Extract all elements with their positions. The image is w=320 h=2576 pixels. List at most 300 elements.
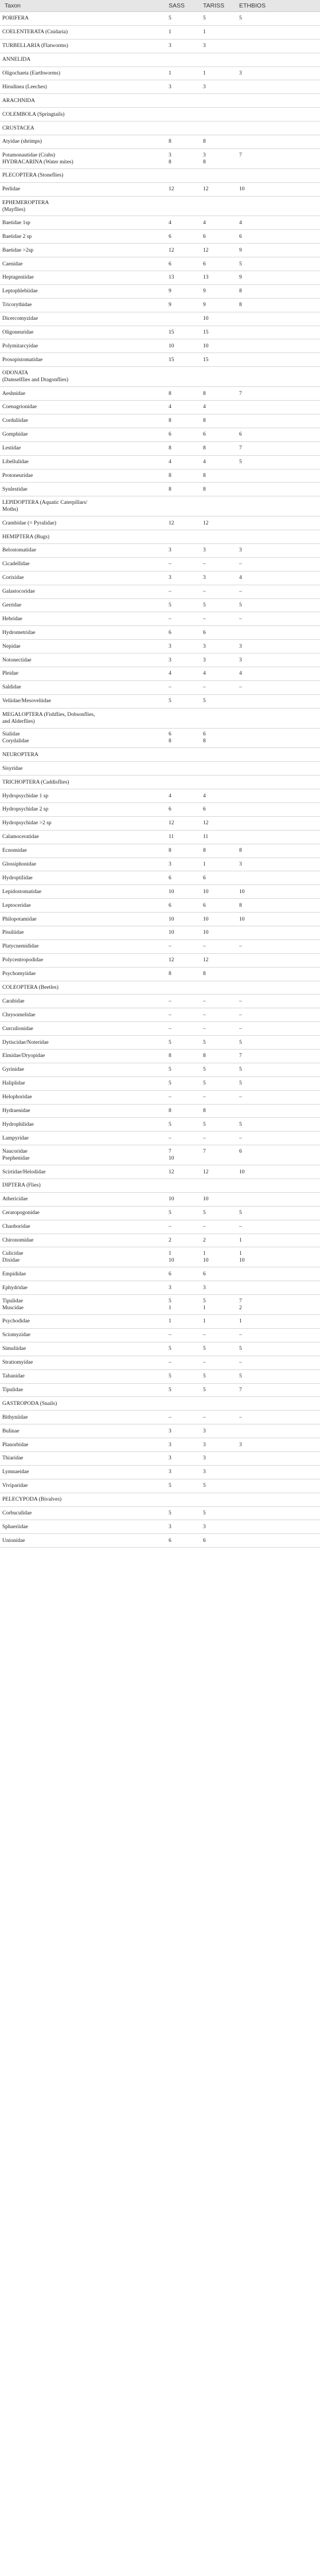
sass-text: 5 — [169, 1510, 171, 1516]
sass-cell — [165, 1315, 200, 1329]
ethbios-cell — [236, 667, 320, 680]
ethbios-cell — [236, 1022, 320, 1036]
tariss-text: 6 — [203, 902, 206, 909]
taxon-text: Thiaridae — [2, 1455, 24, 1462]
sass-text: 5 — [169, 1067, 171, 1073]
ethbios-text — [239, 833, 317, 840]
table-row — [0, 66, 320, 80]
sass-text: 10 — [169, 1196, 174, 1203]
tariss-cell — [200, 762, 236, 776]
sass-text: 4 — [169, 404, 171, 410]
sass-cell — [165, 298, 200, 312]
table-row — [0, 939, 320, 953]
taxon-cell — [0, 12, 165, 26]
taxon-text: TRICHOPTERA (Caddisflies) — [2, 779, 69, 785]
ethbios-text: 2 — [239, 1305, 242, 1312]
sass-cell — [165, 1328, 200, 1342]
tariss-text: 5 — [203, 1373, 206, 1380]
tariss-text: 8 — [203, 472, 206, 479]
ethbios-text: 8 — [239, 902, 242, 909]
sass-text: 5 — [169, 1039, 171, 1046]
tariss-text: 10 — [203, 916, 209, 922]
sass-text: 9 — [169, 288, 171, 295]
table-header-row — [0, 0, 320, 12]
taxon-text: Caenidae — [2, 261, 23, 267]
table-row — [0, 708, 320, 728]
taxon-text: Lestidae — [2, 445, 21, 452]
tariss-cell — [200, 626, 236, 640]
table-row — [0, 1397, 320, 1411]
sass-text: 3 — [169, 84, 171, 90]
ethbios-cell — [236, 1050, 320, 1063]
tariss-text: – — [203, 616, 206, 622]
taxon-text: Curculionidae — [2, 1025, 33, 1032]
taxon-cell — [0, 1076, 165, 1090]
ethbios-cell — [236, 1534, 320, 1548]
taxon-text: COLEOPTERA (Beetles) — [2, 985, 58, 991]
ethbios-text: 8 — [239, 288, 242, 295]
taxon-text: Leptoceridae — [2, 902, 31, 909]
ethbios-cell — [236, 728, 320, 748]
taxon-cell — [0, 598, 165, 612]
sass-text — [169, 1400, 196, 1407]
tariss-cell — [200, 543, 236, 557]
sass-text: 6 — [169, 902, 171, 909]
sass-cell — [165, 94, 200, 108]
sass-cell — [165, 1220, 200, 1234]
ethbios-cell — [236, 858, 320, 871]
table-row — [0, 1022, 320, 1036]
sass-text — [169, 172, 196, 179]
ethbios-text — [239, 1182, 317, 1189]
taxon-text: Planorbidae — [2, 1442, 29, 1448]
taxon-text: Pisuliidae — [2, 930, 24, 936]
tariss-text: 5 — [203, 1510, 206, 1516]
sass-cell — [165, 1424, 200, 1438]
ethbios-text — [239, 1510, 317, 1517]
sass-cell — [165, 557, 200, 571]
sass-cell — [165, 830, 200, 844]
tariss-cell — [200, 326, 236, 339]
taxon-text: PLECOPTERA (Stoneflies) — [2, 173, 64, 179]
ethbios-cell — [236, 585, 320, 598]
header-ethbios: ETHBIOS — [236, 0, 320, 12]
ethbios-text: – — [239, 1094, 242, 1101]
sass-cell — [165, 981, 200, 995]
sass-cell — [165, 543, 200, 557]
taxon-text: and Alderflies) — [2, 718, 35, 725]
ethbios-cell — [236, 39, 320, 53]
ethbios-cell — [236, 1520, 320, 1534]
taxon-cell — [0, 1451, 165, 1465]
tariss-text: 6 — [203, 731, 206, 738]
ethbios-text — [239, 738, 317, 745]
tariss-text: 8 — [203, 848, 206, 854]
taxon-text: Unionidae — [2, 1537, 25, 1544]
sass-cell — [165, 414, 200, 428]
table-row — [0, 271, 320, 285]
sass-text: 5 — [169, 1121, 171, 1128]
sass-text: – — [169, 998, 171, 1004]
taxon-text: Nepidae — [2, 643, 21, 649]
taxon-text: Synlestidae — [2, 486, 28, 492]
ethbios-text: 4 — [239, 220, 242, 226]
ethbios-text: 7 — [239, 152, 242, 158]
taxon-cell — [0, 122, 165, 135]
table-row — [0, 816, 320, 830]
tariss-text: 6 — [203, 875, 206, 881]
sass-text — [169, 534, 196, 541]
sass-text: 3 — [169, 643, 171, 649]
table-row — [0, 1451, 320, 1465]
taxon-cell — [0, 428, 165, 441]
taxon-cell — [0, 169, 165, 182]
sass-cell — [165, 680, 200, 694]
ethbios-text: 5 — [239, 602, 242, 608]
taxon-cell — [0, 830, 165, 844]
ethbios-cell — [236, 1479, 320, 1493]
ethbios-cell — [236, 1104, 320, 1118]
tariss-text — [203, 751, 232, 758]
taxon-cell — [0, 339, 165, 353]
taxon-text: Carabidae — [2, 998, 25, 1004]
tariss-text: – — [203, 1094, 206, 1101]
ethbios-text — [239, 875, 317, 882]
taxon-text: Corduliidae — [2, 418, 28, 424]
sass-text: 10 — [169, 888, 174, 895]
taxon-text: CRUSTACEA — [2, 125, 34, 131]
tariss-cell — [200, 469, 236, 483]
ethbios-text — [239, 159, 317, 166]
table-row — [0, 1132, 320, 1145]
sass-cell — [165, 53, 200, 66]
ethbios-cell — [236, 1411, 320, 1424]
sass-text — [169, 1182, 196, 1189]
sass-cell — [165, 182, 200, 196]
ethbios-text: 4 — [239, 575, 242, 581]
taxon-text: Galastocoridae — [2, 589, 35, 595]
tariss-text — [203, 534, 232, 541]
tariss-text: 3 — [203, 43, 206, 49]
taxon-cell — [0, 483, 165, 496]
tariss-text: 6 — [203, 629, 206, 636]
taxon-text: Elmidae/Dryopidae — [2, 1053, 45, 1059]
sass-text: 8 — [169, 486, 171, 492]
taxon-text: Moths) — [2, 507, 18, 513]
table-row — [0, 169, 320, 182]
sass-text: – — [169, 1012, 171, 1018]
tariss-cell — [200, 899, 236, 913]
table-row — [0, 1234, 320, 1247]
sass-text: – — [169, 616, 171, 622]
table-row — [0, 748, 320, 762]
ethbios-cell — [236, 748, 320, 762]
table-row — [0, 858, 320, 871]
sass-cell — [165, 871, 200, 885]
sass-text: 12 — [169, 820, 174, 827]
ethbios-text — [239, 793, 317, 800]
tariss-text: 12 — [203, 520, 209, 526]
ethbios-text — [239, 1496, 317, 1503]
ethbios-cell — [236, 230, 320, 244]
ethbios-text: 5 — [239, 15, 242, 22]
sass-text: 8 — [169, 472, 171, 479]
sass-text: – — [169, 1025, 171, 1032]
tariss-text: 3 — [203, 575, 206, 581]
tariss-cell — [200, 1179, 236, 1193]
tariss-text: 15 — [203, 330, 209, 336]
ethbios-text — [239, 417, 317, 424]
tariss-text — [203, 373, 232, 380]
sass-text: 6 — [169, 875, 171, 881]
sass-cell — [165, 1383, 200, 1397]
ethbios-text — [239, 1482, 317, 1489]
taxon-text: Hydropsychidae >2 sp — [2, 820, 52, 827]
tariss-cell — [200, 169, 236, 182]
tariss-text: 4 — [203, 459, 206, 465]
tariss-cell — [200, 802, 236, 816]
ethbios-cell — [236, 1315, 320, 1329]
ethbios-text: 5 — [239, 1039, 242, 1046]
ethbios-text — [239, 806, 317, 813]
sass-cell — [165, 995, 200, 1008]
taxon-text: Hydraenidae — [2, 1108, 30, 1114]
tariss-cell — [200, 1520, 236, 1534]
taxon-cell — [0, 530, 165, 544]
taxon-text: Hydropsychidae 1 sp — [2, 793, 49, 799]
taxon-text: EPHEMEROPTERA — [2, 199, 49, 206]
tariss-cell — [200, 1165, 236, 1179]
tariss-cell — [200, 1050, 236, 1063]
tariss-cell — [200, 367, 236, 387]
table-row — [0, 640, 320, 653]
sass-cell — [165, 455, 200, 469]
sass-cell — [165, 1179, 200, 1193]
taxon-cell — [0, 196, 165, 216]
taxon-text: Potamonautidae (Crabs) — [2, 152, 56, 158]
sass-text — [169, 1496, 196, 1503]
ethbios-text — [239, 343, 317, 350]
taxon-cell — [0, 230, 165, 244]
tariss-text: 4 — [203, 793, 206, 799]
tariss-text: 11 — [203, 834, 209, 840]
taxon-text: Hydropsychidae 2 sp — [2, 807, 49, 813]
ethbios-cell — [236, 516, 320, 530]
tariss-cell — [200, 182, 236, 196]
taxon-cell — [0, 455, 165, 469]
taxon-cell — [0, 640, 165, 653]
sass-cell — [165, 284, 200, 298]
tariss-cell — [200, 53, 236, 66]
taxon-cell — [0, 108, 165, 122]
tariss-text: 12 — [203, 186, 209, 193]
sass-cell — [165, 913, 200, 926]
taxon-text: Gerridae — [2, 602, 22, 608]
sass-cell — [165, 148, 200, 169]
sass-text: 3 — [169, 1442, 171, 1448]
table-row — [0, 789, 320, 803]
taxon-text: Sialidae — [2, 731, 20, 738]
sass-text: – — [169, 1224, 171, 1230]
table-row — [0, 196, 320, 216]
taxon-cell — [0, 182, 165, 196]
tariss-text: – — [203, 1025, 206, 1032]
sass-cell — [165, 1493, 200, 1506]
tariss-cell — [200, 414, 236, 428]
sass-cell — [165, 39, 200, 53]
ethbios-cell — [236, 830, 320, 844]
ethbios-cell — [236, 66, 320, 80]
tariss-text: 4 — [203, 220, 206, 226]
sass-text: 3 — [169, 547, 171, 554]
sass-text: 3 — [169, 657, 171, 663]
tariss-cell — [200, 230, 236, 244]
ethbios-text — [239, 56, 317, 63]
taxon-text: Chaoboridae — [2, 1224, 30, 1230]
sass-text — [169, 373, 196, 380]
tariss-cell — [200, 196, 236, 216]
ethbios-text — [239, 765, 317, 772]
taxon-cell — [0, 148, 165, 169]
ethbios-text: 10 — [239, 1258, 245, 1264]
taxon-text: Sisyridae — [2, 765, 23, 772]
sass-cell — [165, 858, 200, 871]
taxon-cell — [0, 1267, 165, 1281]
taxon-cell — [0, 326, 165, 339]
sass-cell — [165, 953, 200, 967]
tariss-cell — [200, 694, 236, 708]
tariss-text: 3 — [203, 1469, 206, 1475]
tariss-cell — [200, 1234, 236, 1247]
table-row — [0, 844, 320, 858]
tariss-text: 6 — [203, 432, 206, 438]
taxon-cell — [0, 353, 165, 367]
ethbios-text — [239, 404, 317, 410]
tariss-cell — [200, 496, 236, 516]
taxon-cell — [0, 312, 165, 326]
taxon-cell — [0, 80, 165, 94]
ethbios-text: 5 — [239, 1067, 242, 1073]
taxon-cell — [0, 1192, 165, 1206]
ethbios-text: – — [239, 1224, 242, 1230]
table-row — [0, 39, 320, 53]
tariss-cell — [200, 1192, 236, 1206]
ethbios-cell — [236, 1206, 320, 1220]
taxon-text: Corixidae — [2, 575, 24, 581]
tariss-text: 3 — [203, 657, 206, 663]
tariss-text: 8 — [203, 445, 206, 452]
taxon-cell — [0, 469, 165, 483]
tariss-cell — [200, 483, 236, 496]
tariss-cell — [200, 1342, 236, 1356]
tariss-text: 1 — [203, 1251, 206, 1257]
tariss-text: 6 — [203, 1537, 206, 1544]
tariss-text: 5 — [203, 1210, 206, 1216]
ethbios-cell — [236, 1179, 320, 1193]
taxon-cell — [0, 1424, 165, 1438]
ethbios-cell — [236, 469, 320, 483]
sass-text: 6 — [169, 233, 171, 240]
table-row — [0, 981, 320, 995]
table-row — [0, 516, 320, 530]
ethbios-text: 7 — [239, 1387, 242, 1393]
taxon-cell — [0, 25, 165, 39]
ethbios-text: 6 — [239, 233, 242, 240]
taxon-text: ODONATA — [2, 370, 29, 377]
ethbios-text — [239, 1285, 317, 1291]
tariss-cell — [200, 571, 236, 585]
tariss-text: 5 — [203, 1121, 206, 1128]
tariss-text: 5 — [203, 1067, 206, 1073]
table-row — [0, 441, 320, 455]
sass-cell — [165, 1342, 200, 1356]
table-row — [0, 182, 320, 196]
table-row — [0, 1076, 320, 1090]
taxon-cell — [0, 748, 165, 762]
sass-cell — [165, 844, 200, 858]
taxon-cell — [0, 1383, 165, 1397]
ethbios-text — [239, 1196, 317, 1203]
ethbios-text: – — [239, 1414, 242, 1420]
sass-text: 5 — [169, 1210, 171, 1216]
sass-cell — [165, 428, 200, 441]
tariss-text — [203, 715, 232, 722]
taxon-cell — [0, 899, 165, 913]
sass-cell — [165, 66, 200, 80]
tariss-text: 1 — [203, 71, 206, 76]
table-row — [0, 626, 320, 640]
tariss-text: 13 — [203, 275, 209, 281]
ethbios-cell — [236, 1267, 320, 1281]
tariss-cell — [200, 1247, 236, 1267]
sass-text: – — [169, 1360, 171, 1366]
sass-text: 8 — [169, 738, 171, 745]
taxon-text: Chironomidae — [2, 1238, 34, 1244]
table-row — [0, 598, 320, 612]
sass-text: 1 — [169, 29, 171, 36]
table-row — [0, 387, 320, 401]
tariss-cell — [200, 612, 236, 626]
tariss-cell — [200, 967, 236, 981]
ethbios-cell — [236, 257, 320, 271]
taxon-text: Corydalidae — [2, 738, 29, 745]
tariss-text: 3 — [203, 1442, 206, 1448]
sass-cell — [165, 326, 200, 339]
table-row — [0, 899, 320, 913]
table-row — [0, 428, 320, 441]
table-row — [0, 1479, 320, 1493]
tariss-cell — [200, 66, 236, 80]
ethbios-cell — [236, 1063, 320, 1076]
tariss-cell — [200, 244, 236, 257]
table-row — [0, 653, 320, 667]
ethbios-cell — [236, 1342, 320, 1356]
sass-cell — [165, 1050, 200, 1063]
ethbios-text — [239, 779, 317, 786]
ethbios-text: 7 — [239, 390, 242, 397]
taxon-text: Polymitarcyidae — [2, 343, 38, 349]
table-row — [0, 1118, 320, 1132]
table-row — [0, 1063, 320, 1076]
ethbios-cell — [236, 496, 320, 516]
tariss-cell — [200, 441, 236, 455]
header-tariss: TARISS — [200, 0, 236, 12]
ethbios-cell — [236, 1493, 320, 1506]
ethbios-cell — [236, 1397, 320, 1411]
tariss-cell — [200, 926, 236, 940]
taxon-cell — [0, 939, 165, 953]
sass-cell — [165, 967, 200, 981]
